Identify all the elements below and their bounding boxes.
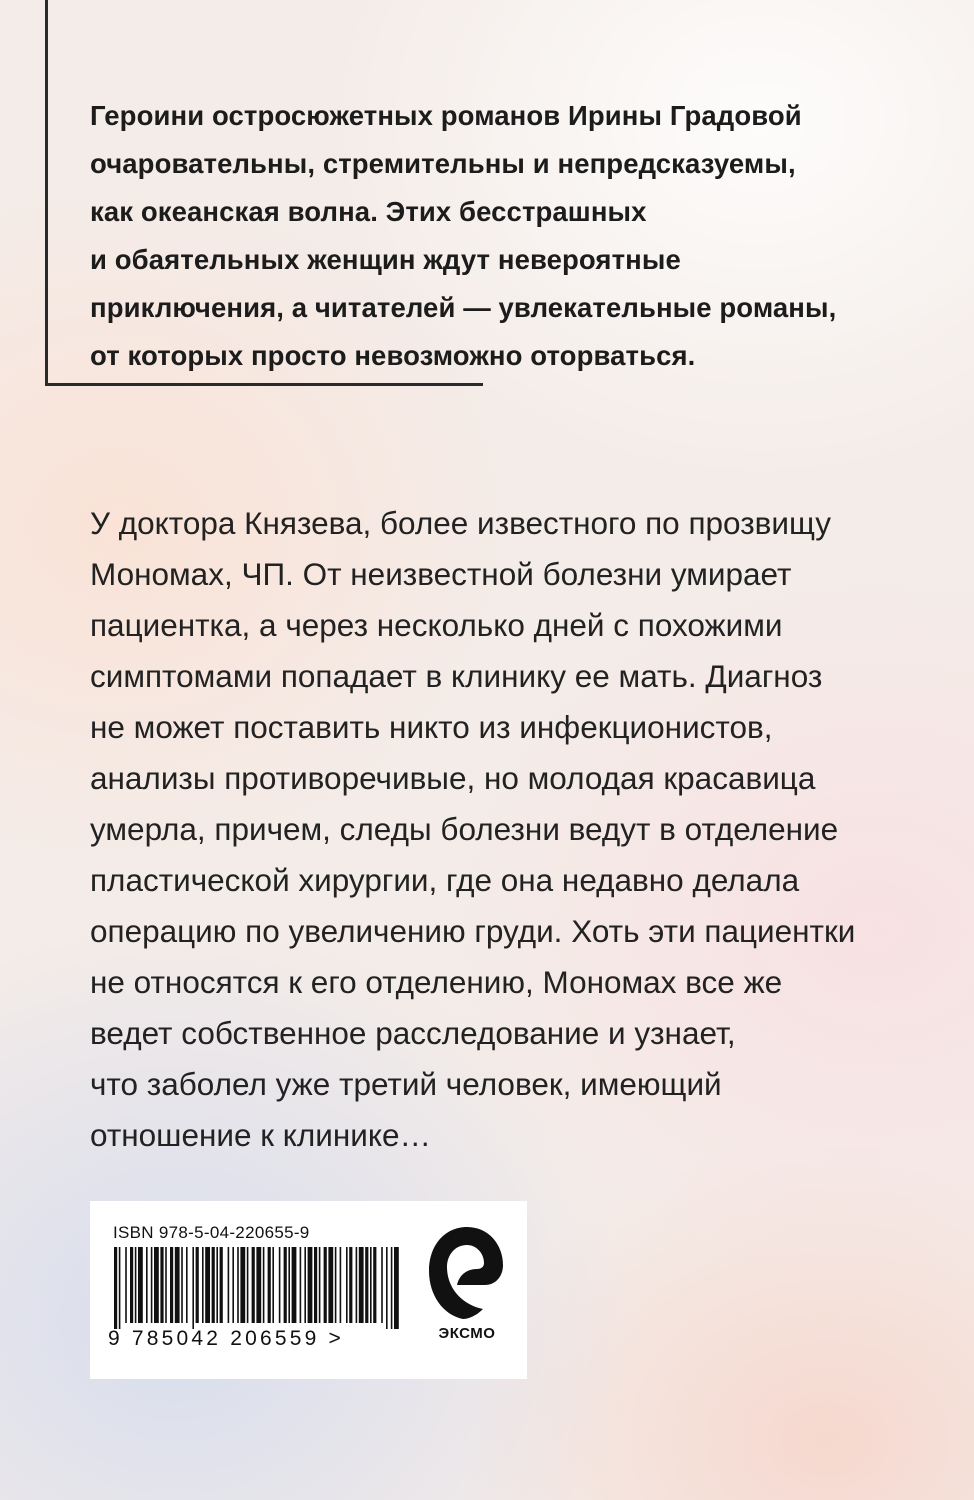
- barcode-bar: [268, 1247, 271, 1323]
- barcode-bar: [319, 1247, 321, 1323]
- annotation-line: ведет собственное расследование и узнает,: [90, 1015, 736, 1051]
- barcode-bar: [381, 1247, 383, 1323]
- barcode-bar: [119, 1247, 121, 1329]
- barcode-image: [108, 1247, 403, 1329]
- barcode-bar: [284, 1247, 287, 1323]
- barcode-bar: [340, 1247, 342, 1323]
- annotation-line: операцию по увеличению груди. Хоть эти пациентки: [90, 913, 856, 949]
- blurb-line: очаровательны, стремительны и непредсказуемы,: [90, 148, 796, 179]
- barcode-bar: [220, 1247, 223, 1323]
- barcode-bar: [247, 1247, 249, 1323]
- barcode-bar: [288, 1247, 290, 1323]
- barcode-bar: [240, 1247, 245, 1323]
- isbn-label: ISBN 978-5-04-220655-9: [113, 1223, 310, 1242]
- annotation-line: отношение к клинике…: [90, 1117, 432, 1153]
- barcode-bar: [394, 1247, 399, 1329]
- barcode-bar: [314, 1247, 317, 1323]
- blurb-line: как океанская волна. Этих бесстрашных: [90, 196, 647, 227]
- barcode-bar: [308, 1247, 313, 1323]
- barcode-bar: [165, 1247, 167, 1323]
- barcode-bar: [170, 1247, 173, 1323]
- blurb-line: Героини остросюжетных романов Ирины Градовой: [90, 100, 802, 131]
- barcode-bar: [175, 1247, 180, 1323]
- series-blurb: [90, 92, 940, 380]
- barcode-bar: [114, 1247, 117, 1329]
- barcode-bar: [212, 1247, 215, 1323]
- barcode-bar: [356, 1247, 358, 1323]
- barcode-bar: [154, 1247, 159, 1323]
- annotation-line: не может поставить никто из инфекционистов,: [90, 709, 773, 745]
- barcode-bar: [202, 1247, 204, 1323]
- barcode-bar: [391, 1247, 393, 1329]
- barcode-bar: [370, 1247, 372, 1323]
- barcode-bar: [365, 1247, 368, 1323]
- annotation-line: умерла, причем, следы болезни ведут в отделение: [90, 811, 839, 847]
- annotation-line: У доктора Князева, более известного по прозвищу: [90, 505, 831, 541]
- barcode-bar: [135, 1247, 137, 1323]
- annotation-line: пластической хирургии, где она недавно делала: [90, 862, 800, 898]
- barcode-bar: [196, 1247, 199, 1323]
- barcode-bar: [272, 1247, 274, 1323]
- frame-horizontal-line: [45, 383, 483, 386]
- book-annotation: [90, 498, 950, 1161]
- blurb-line: от которых просто невозможно оторваться.: [90, 340, 696, 371]
- blurb-line: приключения, а читателей — увлекательные романы,: [90, 292, 837, 323]
- barcode-bar: [181, 1247, 183, 1323]
- barcode-bar: [279, 1247, 281, 1323]
- frame-vertical-line: [45, 0, 48, 386]
- barcode-bar: [160, 1247, 163, 1323]
- barcode-bar: [130, 1247, 133, 1323]
- barcode-bar: [228, 1247, 230, 1323]
- barcode-bar: [346, 1247, 348, 1323]
- annotation-line: пациентка, а через несколько дней с похожими: [90, 607, 783, 643]
- barcode-bar: [205, 1247, 210, 1323]
- annotation-line: что заболел уже третий человек, имеющий: [90, 1066, 722, 1102]
- barcode-bar: [300, 1247, 302, 1323]
- barcode-bar: [146, 1247, 148, 1323]
- barcode-bar: [373, 1247, 376, 1323]
- barcode-panel: [90, 1201, 527, 1379]
- barcode-bar: [232, 1247, 234, 1323]
- barcode-bar: [192, 1247, 194, 1329]
- annotation-line: Мономах, ЧП. От неизвестной болезни умирает: [90, 556, 792, 592]
- barcode-bar: [335, 1247, 337, 1323]
- annotation-line: симптомами попадает в клинику ее мать. Диагноз: [90, 658, 823, 694]
- barcode-bar: [252, 1247, 255, 1323]
- barcode-bar: [125, 1247, 127, 1323]
- barcode-bar: [292, 1247, 297, 1323]
- barcode-bar: [349, 1247, 352, 1323]
- barcode-bar: [138, 1247, 143, 1323]
- barcode-bar: [216, 1247, 218, 1323]
- barcode-bar: [263, 1247, 265, 1323]
- barcode-digits: 9 785042 206559 >: [108, 1327, 344, 1350]
- barcode-bar: [359, 1247, 364, 1323]
- barcode-bar: [256, 1247, 261, 1323]
- barcode-bar: [304, 1247, 306, 1323]
- publisher-name: ЭКСМО: [438, 1325, 496, 1342]
- barcode-bar: [324, 1247, 327, 1323]
- barcode-bar: [237, 1247, 239, 1323]
- barcode-bar: [186, 1247, 188, 1323]
- annotation-line: анализы противоречивые, но молодая красавица: [90, 760, 816, 796]
- barcode-bar: [386, 1247, 388, 1329]
- barcode-bar: [151, 1247, 153, 1323]
- blurb-line: и обаятельных женщин ждут невероятные: [90, 244, 681, 275]
- annotation-line: не относятся к его отделению, Мономах все же: [90, 964, 783, 1000]
- barcode-bar: [328, 1247, 333, 1323]
